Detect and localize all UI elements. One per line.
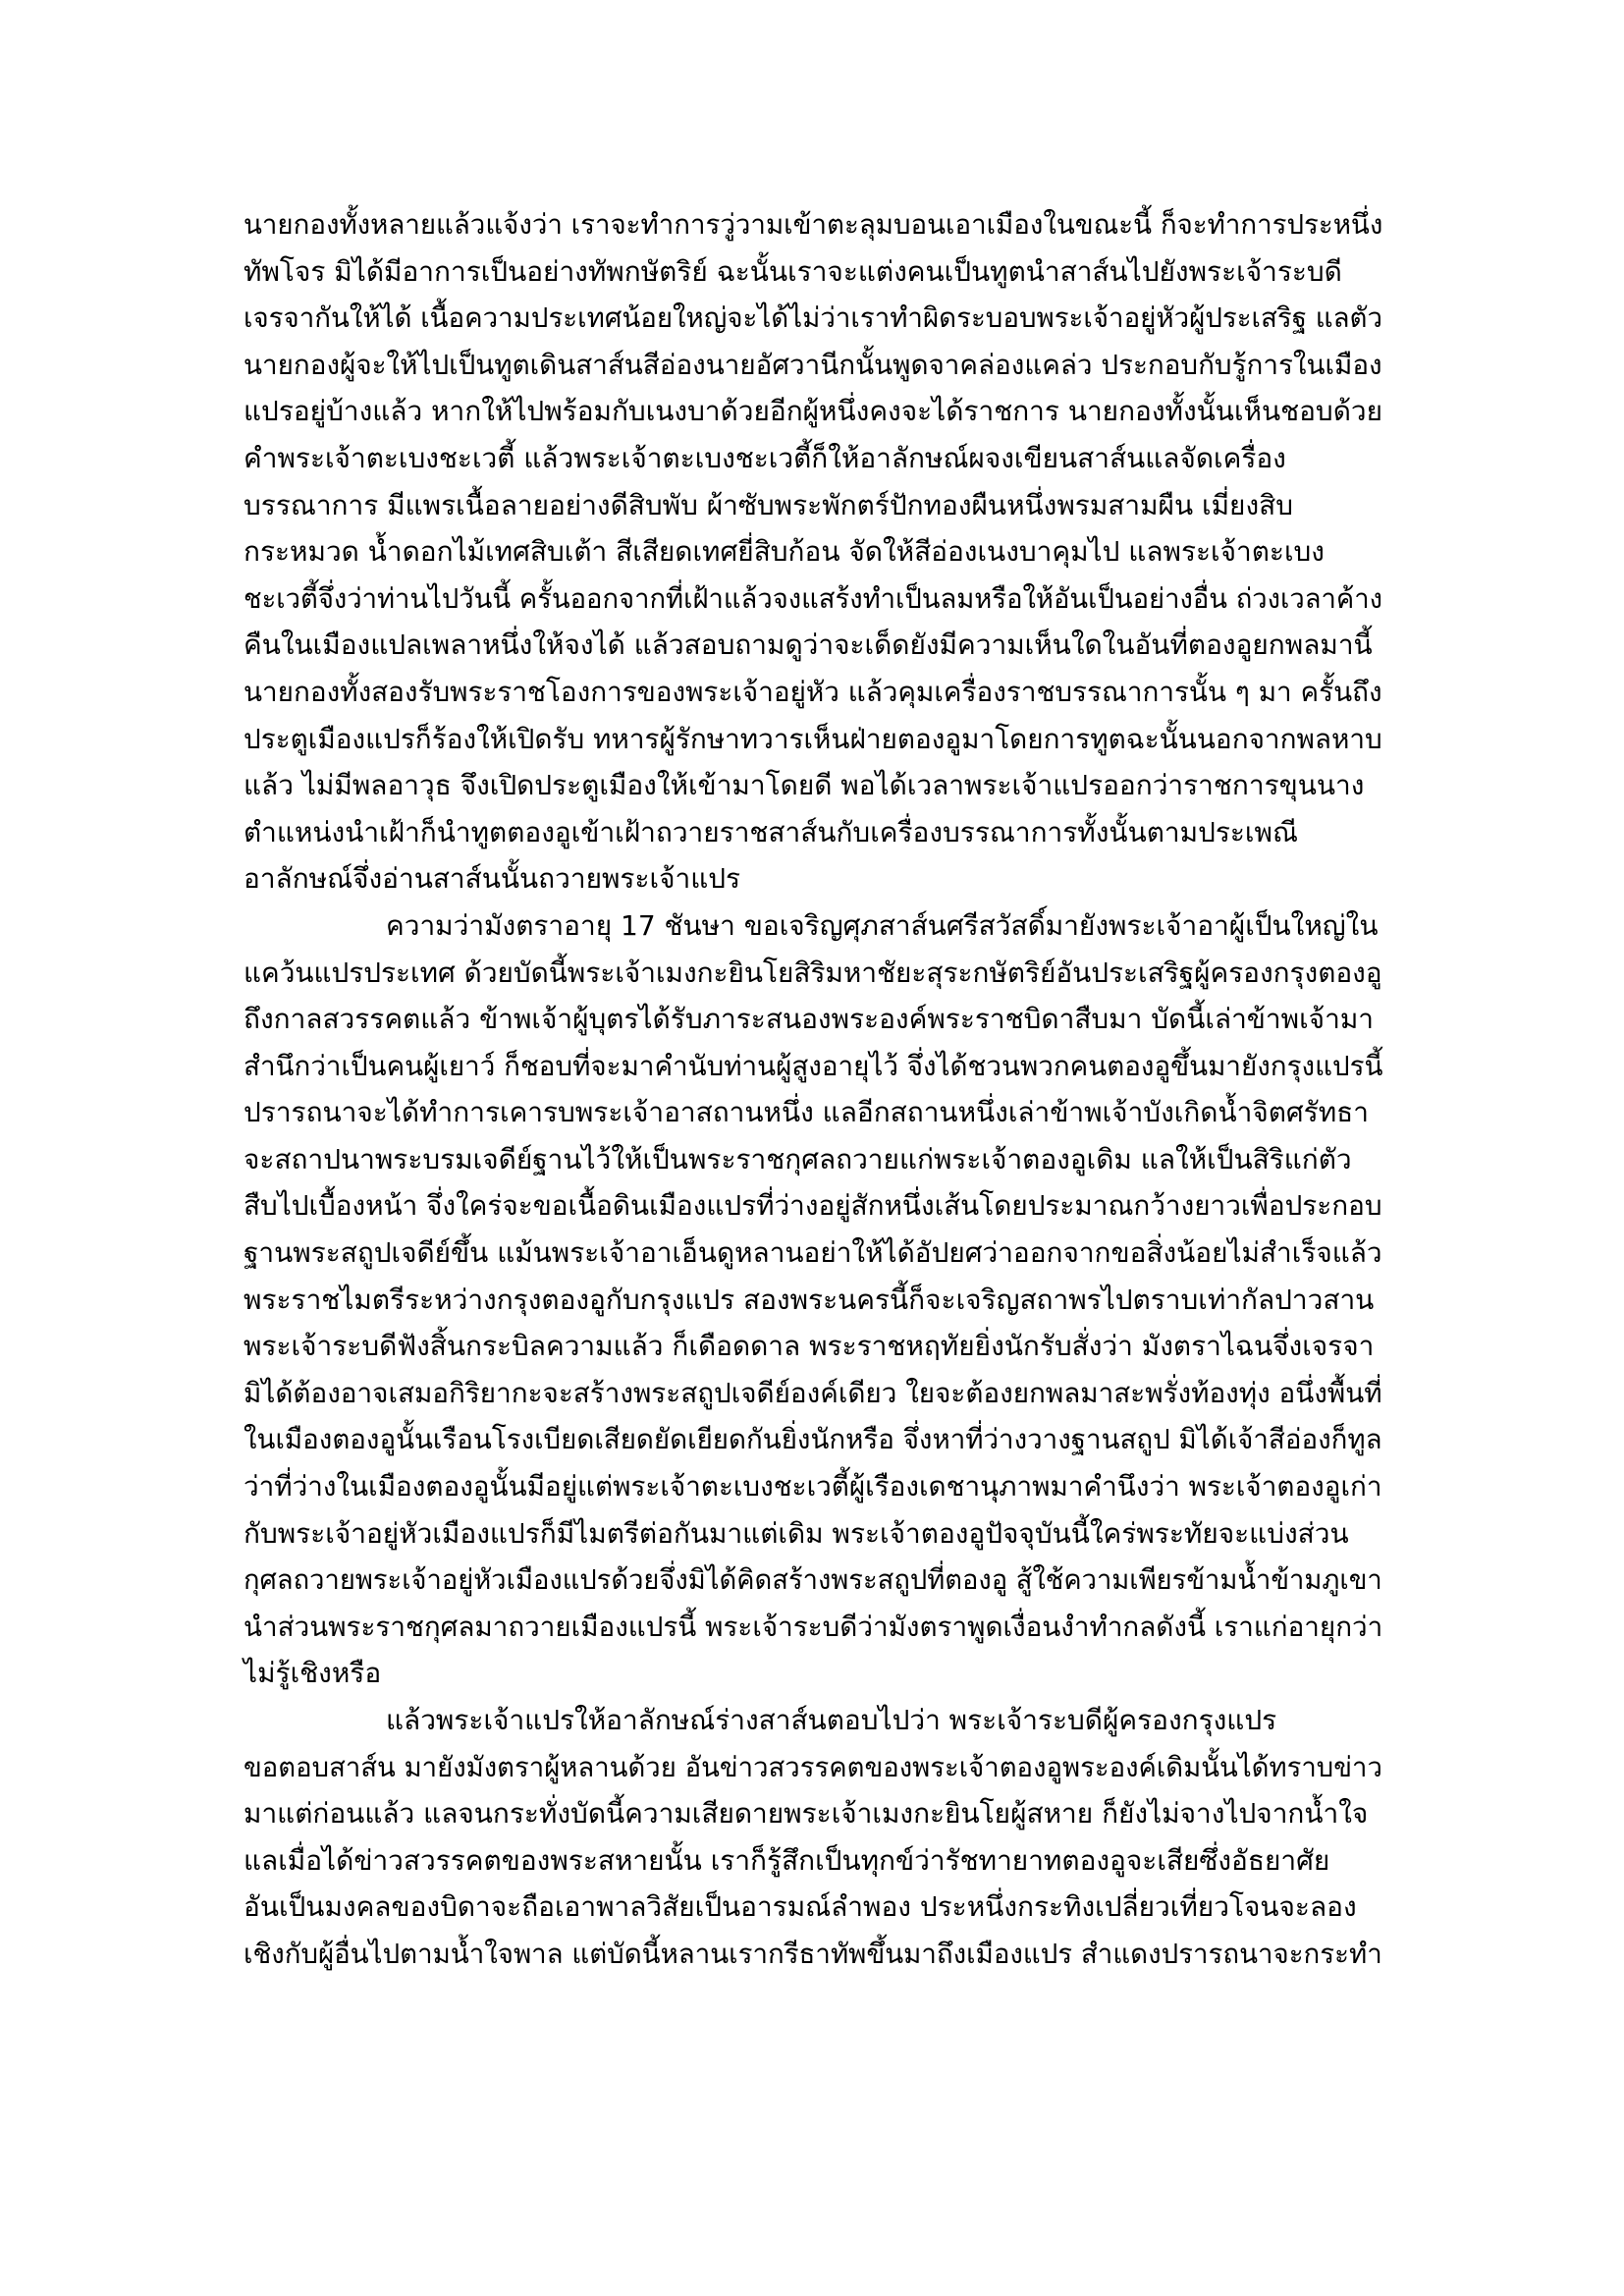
text-line: คืนในเมืองแปลเพลาหนึ่งให้จงได้ แล้วสอบถามดูว่าจะเด็ดยังมีความเห็นใดในอันที่ตองอูยกพลมานี้ (244, 629, 1373, 662)
text-line: แลเมื่อได้ข่าวสวรรคตของพระสหายนั้น เราก็รู้สึกเป็นทุกข์ว่ารัชทายาทตองอูจะเสียซึ่งอัธยาศัย (244, 1843, 1330, 1877)
text-line: นายกองผู้จะให้ไปเป็นทูตเดินสาส์นสีอ่องนายอัศวานีกนั้นพูดจาคล่องแคล่ว ประกอบกับรู้การในเมือง (244, 348, 1382, 381)
text-line: เจรจากันให้ได้ เนื้อความประเทศน้อยใหญ่จะได้ไม่ว่าเราทำผิดระบอบพระเจ้าอยู่หัวผู้ประเสริฐ แลตัว (244, 301, 1382, 335)
text-line: ความว่ามังตราอายุ 17 ชันษา ขอเจริญศุภสาส์นศรีสวัสดิ์มายังพระเจ้าอาผู้เป็นใหญ่ใน (386, 908, 1379, 942)
text-line: จะสถาปนาพระบรมเจดีย์ฐานไว้ให้เป็นพระราชกุศลถวายแก่พระเจ้าตองอูเดิม แลให้เป็นสิริแก่ตัว (244, 1142, 1352, 1175)
text-line: กุศลถวายพระเจ้าอยู่หัวเมืองแปรด้วยจึ่งมิได้คิดสร้างพระสถูปที่ตองอู สู้ใช้ความเพียรข้ามน้ำข้ามภูเขา (244, 1563, 1382, 1597)
text-line: สืบไปเบื้องหน้า จึ่งใคร่จะขอเนื้อดินเมืองแปรที่ว่างอยู่สักหนึ่งเส้นโดยประมาณกว้างยาวเพื่อประกอบ (244, 1189, 1382, 1223)
text-line: สำนึกว่าเป็นคนผู้เยาว์ ก็ชอบที่จะมาคำนับท่านผู้สูงอายุไว้ จึ่งได้ชวนพวกคนตองอูขึ้นมายังกรุงแปรนี้ (244, 1049, 1383, 1082)
text-line: อาลักษณ์จึ่งอ่านสาส์นนั้นถวายพระเจ้าแปร (244, 862, 741, 896)
text-line: ประตูเมืองแปรก็ร้องให้เปิดรับ ทหารผู้รักษาทวารเห็นฝ่ายตองอูมาโดยการทูตฉะนั้นนอกจากพลหาบ (244, 722, 1382, 755)
text-line: นำส่วนพระราชกุศลมาถวายเมืองแปรนี้ พระเจ้าระบดีว่ามังตราพูดเงื่อนงำทำกลดังนี้ เราแก่อายุกว่า (244, 1610, 1383, 1643)
paragraph (244, 201, 1382, 902)
text-line: ในเมืองตองอูนั้นเรือนโรงเบียดเสียดยัดเยียดกันยิ่งนักหรือ จึ่งหาที่ว่างวางฐานสถูป มิได้เจ้าสีอ่องก็ทูล (244, 1423, 1382, 1456)
text-line: บรรณาการ มีแพรเนื้อลายอย่างดีสิบพับ ผ้าซับพระพักตร์ปักทองผืนหนึ่งพรมสามผืน เมี่ยงสิบ (244, 488, 1293, 521)
text-line: ทัพโจร มิได้มีอาการเป็นอย่างทัพกษัตริย์ ฉะนั้นเราจะแต่งคนเป็นทูตนำสาส์นไปยังพระเจ้าระบดี (244, 254, 1342, 288)
text-line: แล้วพระเจ้าแปรให้อาลักษณ์ร่างสาส์นตอบไปว่า พระเจ้าระบดีผู้ครองกรุงแปร (386, 1704, 1277, 1736)
text-line: นายกองทั้งหลายแล้วแจ้งว่า เราจะทำการวู่วามเข้าตะลุมบอนเอาเมืองในขณะนี้ ก็จะทำการประหนึ่ง (244, 208, 1383, 241)
text-line: มิได้ต้องอาจเสมอกิริยากะจะสร้างพระสถูปเจดีย์องค์เดียว ใยจะต้องยกพลมาสะพรั่งท้องทุ่ง อนึ่งพื้นที่ (244, 1376, 1382, 1409)
text-line: นายกองทั้งสองรับพระราชโองการของพระเจ้าอยู่หัว แล้วคุมเครื่องราชบรรณาการนั้น ๆ มา ครั้นถึง (244, 675, 1382, 708)
text-line: พระราชไมตรีระหว่างกรุงตองอูกับกรุงแปร สองพระนครนี้ก็จะเจริญสถาพรไปตราบเท่ากัลปาวสาน (244, 1283, 1375, 1316)
text-line: อันเป็นมงคลของบิดาจะถือเอาพาลวิสัยเป็นอารมณ์ลำพอง ประหนึ่งกระทิงเปลี่ยวเที่ยวโจนจะลอง (244, 1890, 1357, 1924)
text-line: ไม่รู้เชิงหรือ (244, 1657, 382, 1690)
paragraph (244, 902, 1382, 1697)
text-line: แล้ว ไม่มีพลอาวุธ จึงเปิดประตูเมืองให้เข้ามาโดยดี พอได้เวลาพระเจ้าแปรออกว่าราชการขุนนาง (244, 769, 1365, 802)
text-line: คำพระเจ้าตะเบงชะเวตี้ แล้วพระเจ้าตะเบงชะเวตี้ก็ให้อาลักษณ์ผจงเขียนสาส์นแลจัดเครื่อง (244, 441, 1286, 474)
text-line: ว่าที่ว่างในเมืองตองอูนั้นมีอยู่แต่พระเจ้าตะเบงชะเวตี้ผู้เรืองเดชานุภาพมาคำนึงว่า พระเจ้าตองอูเก่า (244, 1470, 1382, 1503)
text-line: กระหมวด น้ำดอกไม้เทศสิบเต้า สีเสียดเทศยี่สิบก้อน จัดให้สีอ่องเนงบาคุมไป แลพระเจ้าตะเบง (244, 535, 1325, 569)
text-line: ชะเวตี้จึ่งว่าท่านไปวันนี้ ครั้นออกจากที่เฝ้าแล้วจงแสร้งทำเป็นลมหรือให้อันเป็นอย่างอื่น ถ่วงเวลาค้าง (244, 581, 1382, 615)
text-line: ตำแหน่งนำเฝ้าก็นำทูตตองอูเข้าเฝ้าถวายราชสาส์นกับเครื่องบรรณาการทั้งนั้นตามประเพณี (244, 815, 1298, 848)
text-line: แคว้นแปรประเทศ ด้วยบัดนี้พระเจ้าเมงกะยินโยสิริมหาชัยะสุระกษัตริย์อันประเสริฐผู้ครองกรุงตองอู (244, 956, 1382, 989)
text-line: มาแต่ก่อนแล้ว แลจนกระทั่งบัดนี้ความเสียดายพระเจ้าเมงกะยินโยผู้สหาย ก็ยังไม่จางไปจากน้ำใจ (244, 1797, 1369, 1831)
text-line: กับพระเจ้าอยู่หัวเมืองแปรก็มีไมตรีต่อกันมาแต่เดิม พระเจ้าตองอูปัจจุบันนี้ใคร่พระทัยจะแบ่งส่วน (244, 1516, 1349, 1550)
text-line: เชิงกับผู้อื่นไปตามน้ำใจพาล แต่บัดนี้หลานเรากรีธาทัพขึ้นมาถึงเมืองแปร สำแดงปรารถนาจะกระทำ (244, 1937, 1382, 1970)
text-line: ขอตอบสาส์น มายังมังตราผู้หลานด้วย อันข่าวสวรรคตของพระเจ้าตองอูพระองค์เดิมนั้นได้ทราบข่าว (244, 1750, 1382, 1783)
text-line: พระเจ้าระบดีฟังสิ้นกระบิลความแล้ว ก็เดือดดาล พระราชหฤทัยยิ่งนักรับสั่งว่า มังตราไฉนจึ่งเจรจา (244, 1330, 1375, 1363)
text-line: ถึงกาลสวรรคตแล้ว ข้าพเจ้าผู้บุตรได้รับภาระสนองพระองค์พระราชบิดาสืบมา บัดนี้เล่าข้าพเจ้ามา (244, 1003, 1374, 1036)
text-line: แปรอยู่บ้างแล้ว หากให้ไปพร้อมกับเนงบาด้วยอีกผู้หนึ่งคงจะได้ราชการ นายกองทั้งนั้นเห็นชอบด้วย (244, 395, 1383, 428)
paragraph (244, 1697, 1382, 1978)
text-line: ปรารถนาจะได้ทำการเคารบพระเจ้าอาสถานหนึ่ง แลอีกสถานหนึ่งเล่าข้าพเจ้าบังเกิดน้ำจิตศรัทธา (244, 1096, 1369, 1129)
text-line: ฐานพระสถูปเจดีย์ขึ้น แม้นพระเจ้าอาเอ็นดูหลานอย่าให้ได้อัปยศว่าออกจากขอสิ่งน้อยไม่สำเร็จแล้ว (244, 1236, 1382, 1270)
body-text (244, 201, 1382, 1978)
